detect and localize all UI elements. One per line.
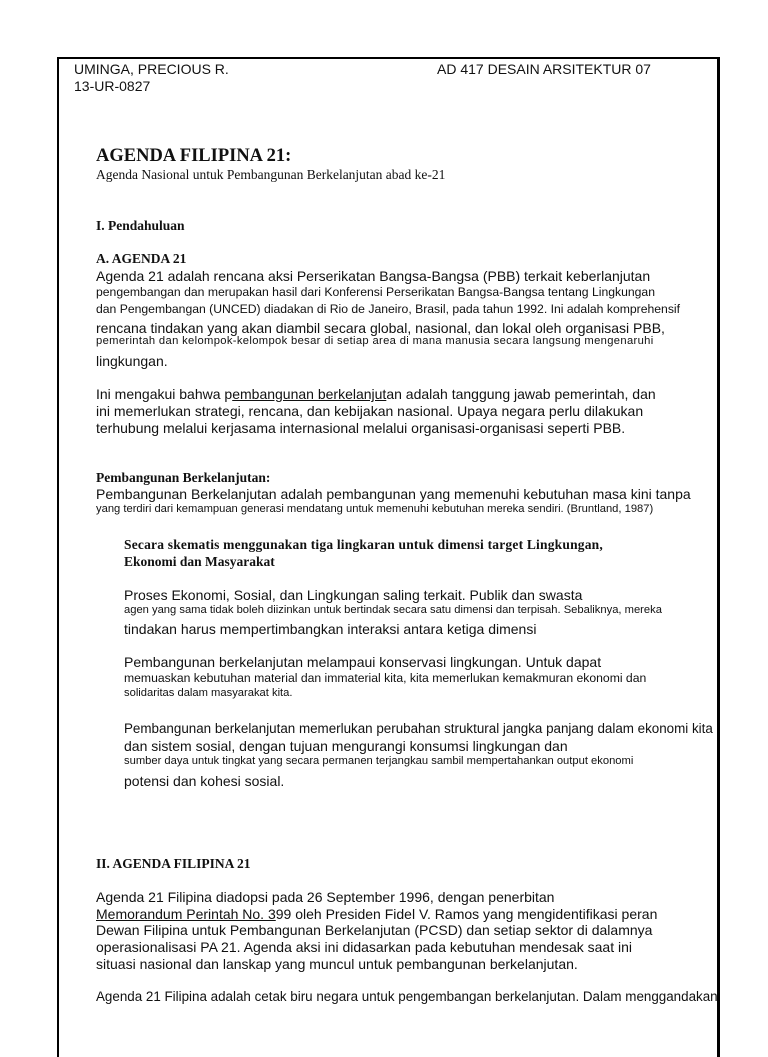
- paragraph-line: Agenda 21 Filipina adalah cetak biru negara untuk pengembangan berkelanjutan. Dalam menggandakan: [96, 989, 718, 1004]
- document-subtitle: Agenda Nasional untuk Pembangunan Berkelanjutan abad ke-21: [96, 167, 446, 182]
- paragraph-line: tindakan harus mempertimbangkan interaksi antara ketiga dimensi: [124, 621, 537, 637]
- schematic-line: Ekonomi dan Masyarakat: [124, 554, 275, 569]
- paragraph-line: pemerintah dan kelompok-kelompok besar di setiap area di mana manusia secara langsung mengenaruhi: [96, 335, 654, 347]
- paragraph-line: Pembangunan berkelanjutan melampaui konservasi lingkungan. Untuk dapat: [124, 654, 602, 670]
- paragraph-line: dan Pengembangan (UNCED) diadakan di Rio de Janeiro, Brasil, pada tahun 1992. Ini adalah komprehensif: [96, 302, 681, 316]
- paragraph-line: terhubung melalui kerjasama internasional melalui organisasi-organisasi seperti PBB.: [96, 420, 626, 436]
- paragraph-line: lingkungan.: [96, 353, 168, 369]
- paragraph-line: operasionalisasi PA 21. Agenda aksi ini didasarkan pada kebutuhan mendesak saat ini: [96, 939, 632, 955]
- course-label: AD 417 DESAIN ARSITEKTUR 07: [437, 61, 651, 77]
- paragraph-line: situasi nasional dan lanskap yang muncul untuk pembangunan berkelanjutan.: [96, 956, 578, 972]
- paragraph-line: yang terdiri dari kemampuan generasi mendatang untuk memenuhi kebutuhan mereka sendiri. (Bruntland, 1987): [96, 503, 654, 515]
- paragraph-line: ini memerlukan strategi, rencana, dan kebijakan nasional. Upaya negara perlu dilakukan: [96, 403, 644, 419]
- text-fragment: 99 oleh Presiden Fidel V. Ramos yang mengidentifikasi peran: [275, 906, 658, 922]
- paragraph-line: [96, 386, 656, 402]
- paragraph-line: memuaskan kebutuhan material dan immaterial kita, kita memerlukan kemakmuran ekonomi dan: [124, 671, 647, 685]
- paragraph-line: pengembangan dan merupakan hasil dari Konferensi Perserikatan Bangsa-Bangsa tentang Lingkungan: [96, 285, 655, 299]
- author-name: UMINGA, PRECIOUS R.: [74, 61, 229, 77]
- paragraph-line: sumber daya untuk tingkat yang secara permanen terjangkau sambil mempertahankan output ekonomi: [124, 755, 634, 767]
- schematic-line: Secara skematis menggunakan tiga lingkaran untuk dimensi target Lingkungan,: [124, 537, 603, 552]
- text-fragment: an adalah tanggung jawab pemerintah, dan: [386, 386, 656, 402]
- document-title: AGENDA FILIPINA 21:: [96, 146, 292, 166]
- paragraph-line: agen yang sama tidak boleh diizinkan untuk bertindak secara satu dimensi dan terpisah. Sebaliknya, mereka: [124, 604, 662, 616]
- text-fragment: Ini mengakui bahwa p: [96, 386, 233, 402]
- paragraph-line: Agenda 21 adalah rencana aksi Perserikatan Bangsa-Bangsa (PBB) terkait keberlanjutan: [96, 268, 651, 284]
- pembangunan-link[interactable]: embangunan berkelanjut: [232, 386, 387, 402]
- paragraph-line: rencana tindakan yang akan diambil secara global, nasional, dan lokal oleh organisasi PBB,: [96, 320, 665, 336]
- subsection-heading-agenda21: A. AGENDA 21: [96, 251, 187, 266]
- memorandum-link[interactable]: Memorandum Perintah No. 3: [96, 906, 276, 922]
- paragraph-line: [96, 906, 657, 922]
- sustainable-heading: Pembangunan Berkelanjutan:: [96, 470, 271, 485]
- paragraph-line: Proses Ekonomi, Sosial, dan Lingkungan saling terkait. Publik dan swasta: [124, 587, 583, 603]
- paragraph-line: Dewan Filipina untuk Pembangunan Berkelanjutan (PCSD) dan setiap sektor di dalamnya: [96, 922, 653, 938]
- paragraph-line: dan sistem sosial, dengan tujuan mengurangi konsumsi lingkungan dan: [124, 738, 568, 754]
- paragraph-line: solidaritas dalam masyarakat kita.: [124, 687, 293, 699]
- paragraph-line: potensi dan kohesi sosial.: [124, 773, 285, 789]
- section-heading-pendahuluan: I. Pendahuluan: [96, 218, 185, 233]
- student-id: 13-UR-0827: [74, 78, 151, 94]
- paragraph-line: Pembangunan berkelanjutan memerlukan perubahan struktural jangka panjang dalam ekonomi kita: [124, 721, 713, 736]
- section-heading-agenda-filipina: II. AGENDA FILIPINA 21: [96, 856, 251, 871]
- paragraph-line: Agenda 21 Filipina diadopsi pada 26 September 1996, dengan penerbitan: [96, 889, 555, 905]
- paragraph-line: Pembangunan Berkelanjutan adalah pembangunan yang memenuhi kebutuhan masa kini tanpa: [96, 486, 691, 502]
